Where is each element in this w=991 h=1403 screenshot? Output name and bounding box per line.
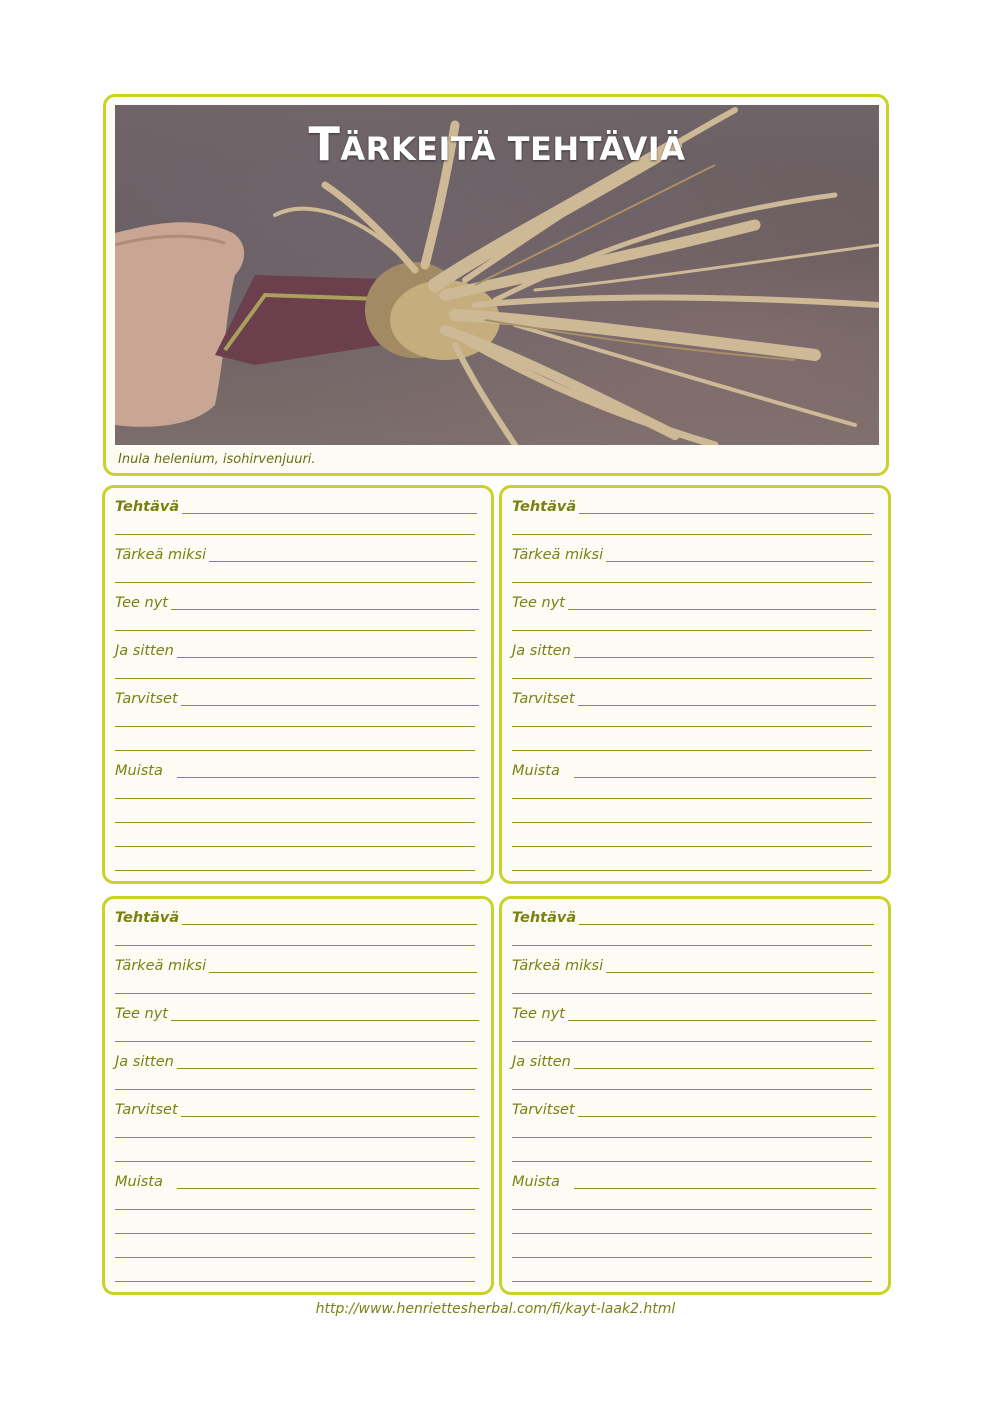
write-line[interactable] xyxy=(512,870,872,871)
write-line[interactable] xyxy=(115,870,475,871)
needs-field[interactable] xyxy=(181,705,479,706)
write-line[interactable] xyxy=(115,582,475,583)
write-line[interactable] xyxy=(115,1209,475,1210)
photo-caption: Inula helenium, isohirvenjuuri. xyxy=(118,452,316,467)
remember-field[interactable] xyxy=(177,1188,479,1189)
page-title xyxy=(115,117,879,171)
do-now-label: Tee nyt xyxy=(512,595,565,611)
write-line[interactable] xyxy=(115,1137,475,1138)
write-line[interactable] xyxy=(512,1257,872,1258)
task-card-3 xyxy=(102,896,494,1295)
task-label: Tehtävä xyxy=(115,499,180,515)
write-line[interactable] xyxy=(512,1281,872,1282)
why-important-field[interactable] xyxy=(606,561,874,562)
write-line[interactable] xyxy=(512,1137,872,1138)
write-line[interactable] xyxy=(115,1041,475,1042)
why-important-field[interactable] xyxy=(606,972,874,973)
task-label: Tehtävä xyxy=(115,910,180,926)
do-now-field[interactable] xyxy=(568,609,876,610)
needs-field[interactable] xyxy=(181,1116,479,1117)
needs-label: Tarvitset xyxy=(512,1102,575,1118)
why-important-label: Tärkeä miksi xyxy=(512,958,604,974)
title-rest: ÄRKEITÄ TEHTÄVIÄ xyxy=(340,130,686,168)
write-line[interactable] xyxy=(512,822,872,823)
remember-field[interactable] xyxy=(177,777,479,778)
write-line[interactable] xyxy=(512,726,872,727)
then-label: Ja sitten xyxy=(115,1054,174,1070)
why-important-field[interactable] xyxy=(209,561,477,562)
do-now-field[interactable] xyxy=(568,1020,876,1021)
needs-label: Tarvitset xyxy=(115,1102,178,1118)
do-now-label: Tee nyt xyxy=(115,1006,168,1022)
remember-label: Muista xyxy=(512,763,560,779)
write-line[interactable] xyxy=(115,798,475,799)
then-label: Ja sitten xyxy=(115,643,174,659)
do-now-field[interactable] xyxy=(171,609,479,610)
remember-label: Muista xyxy=(115,1174,163,1190)
then-label: Ja sitten xyxy=(512,1054,571,1070)
then-field[interactable] xyxy=(574,1068,874,1069)
write-line[interactable] xyxy=(115,1281,475,1282)
write-line[interactable] xyxy=(115,1233,475,1234)
why-important-label: Tärkeä miksi xyxy=(115,547,207,563)
write-line[interactable] xyxy=(115,750,475,751)
write-line[interactable] xyxy=(512,798,872,799)
why-important-field[interactable] xyxy=(209,972,477,973)
task-card-2 xyxy=(499,485,891,884)
write-line[interactable] xyxy=(115,1161,475,1162)
write-line[interactable] xyxy=(512,750,872,751)
remember-field[interactable] xyxy=(574,777,876,778)
task-field[interactable] xyxy=(579,513,874,514)
task-card-4 xyxy=(499,896,891,1295)
write-line[interactable] xyxy=(512,993,872,994)
then-field[interactable] xyxy=(177,1068,477,1069)
needs-field[interactable] xyxy=(578,1116,876,1117)
write-line[interactable] xyxy=(115,630,475,631)
write-line[interactable] xyxy=(512,1161,872,1162)
root-photo xyxy=(115,105,879,445)
task-field[interactable] xyxy=(182,924,477,925)
task-label: Tehtävä xyxy=(512,499,577,515)
then-field[interactable] xyxy=(574,657,874,658)
remember-label: Muista xyxy=(115,763,163,779)
why-important-label: Tärkeä miksi xyxy=(512,547,604,563)
write-line[interactable] xyxy=(115,534,475,535)
write-line[interactable] xyxy=(115,1257,475,1258)
write-line[interactable] xyxy=(512,846,872,847)
write-line[interactable] xyxy=(512,1041,872,1042)
write-line[interactable] xyxy=(512,678,872,679)
write-line[interactable] xyxy=(512,1233,872,1234)
remember-field[interactable] xyxy=(574,1188,876,1189)
write-line[interactable] xyxy=(512,1089,872,1090)
write-line[interactable] xyxy=(115,945,475,946)
why-important-label: Tärkeä miksi xyxy=(115,958,207,974)
write-line[interactable] xyxy=(512,582,872,583)
remember-label: Muista xyxy=(512,1174,560,1190)
write-line[interactable] xyxy=(115,846,475,847)
write-line[interactable] xyxy=(115,726,475,727)
task-card-1 xyxy=(102,485,494,884)
title-initial: T xyxy=(308,117,341,171)
write-line[interactable] xyxy=(115,1089,475,1090)
then-field[interactable] xyxy=(177,657,477,658)
footer-url: http://www.henriettesherbal.com/fi/kayt-laak2.html xyxy=(315,1301,676,1317)
needs-field[interactable] xyxy=(578,705,876,706)
task-field[interactable] xyxy=(182,513,477,514)
header-panel xyxy=(103,94,889,476)
do-now-field[interactable] xyxy=(171,1020,479,1021)
write-line[interactable] xyxy=(115,678,475,679)
do-now-label: Tee nyt xyxy=(115,595,168,611)
task-label: Tehtävä xyxy=(512,910,577,926)
then-label: Ja sitten xyxy=(512,643,571,659)
write-line[interactable] xyxy=(512,945,872,946)
write-line[interactable] xyxy=(115,993,475,994)
write-line[interactable] xyxy=(512,630,872,631)
task-field[interactable] xyxy=(579,924,874,925)
needs-label: Tarvitset xyxy=(115,691,178,707)
needs-label: Tarvitset xyxy=(512,691,575,707)
write-line[interactable] xyxy=(512,1209,872,1210)
do-now-label: Tee nyt xyxy=(512,1006,565,1022)
write-line[interactable] xyxy=(512,534,872,535)
write-line[interactable] xyxy=(115,822,475,823)
